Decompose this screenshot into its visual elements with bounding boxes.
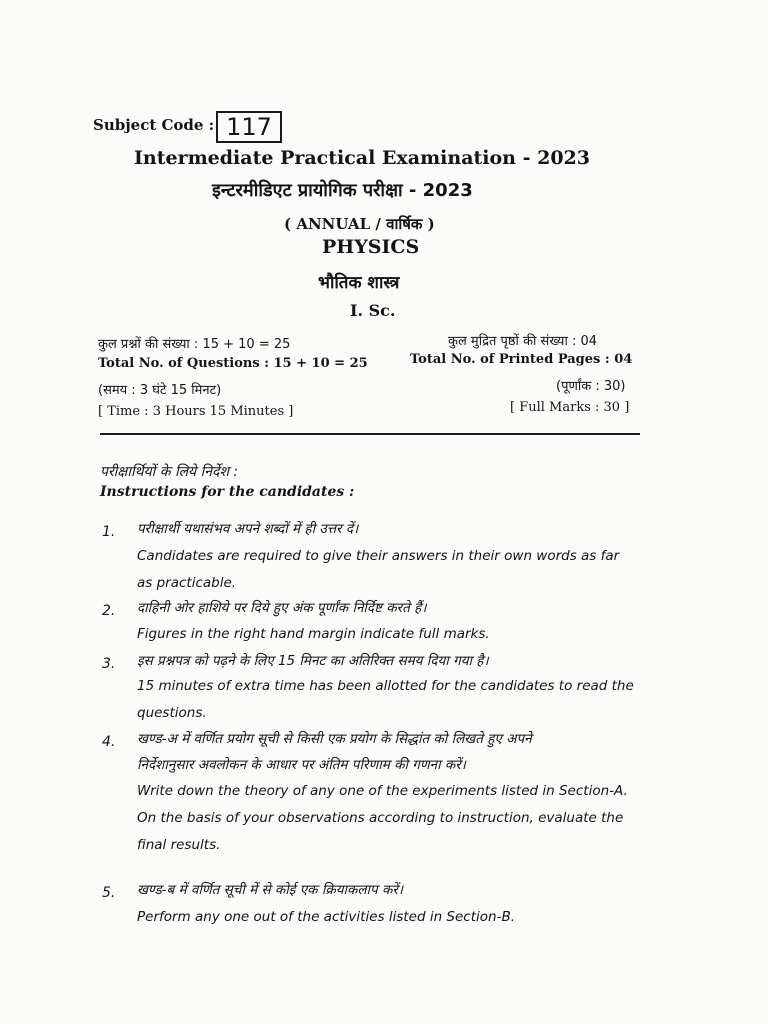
full-marks-hi: (पूर्णांक : 30) bbox=[556, 379, 626, 394]
subject-code-label: Subject Code : bbox=[93, 116, 215, 134]
instruction-number: 4. bbox=[102, 734, 116, 750]
exam-title-en: Intermediate Practical Examination - 2023 bbox=[134, 147, 590, 169]
subject-name-en: PHYSICS bbox=[322, 236, 420, 258]
total-questions-hi: कुल प्रश्नों की संख्या : 15 + 10 = 25 bbox=[98, 337, 291, 352]
instruction-text-en: as practicable. bbox=[137, 575, 237, 591]
instructions-heading-en: Instructions for the candidates : bbox=[100, 484, 355, 500]
subject-name-hi: भौतिक शास्त्र bbox=[318, 273, 400, 293]
instruction-text-hi: इस प्रश्नपत्र को पढ़ने के लिए 15 मिनट का अतिरिक्त समय दिया गया है। bbox=[137, 653, 489, 669]
printed-pages-en: Total No. of Printed Pages : 04 bbox=[410, 352, 633, 367]
divider-line bbox=[100, 433, 640, 435]
instruction-number: 2. bbox=[102, 603, 116, 619]
instruction-text-hi: खण्ड-अ में वर्णित प्रयोग सूची से किसी एक प्रयोग के सिद्धांत को लिखते हुए अपने bbox=[137, 731, 532, 747]
instruction-text-hi: खण्ड-ब में वर्णित सूची में से कोई एक क्रियाकलाप करें। bbox=[137, 882, 404, 898]
full-marks-en: [ Full Marks : 30 ] bbox=[510, 400, 630, 415]
subject-code-box: 117 bbox=[216, 111, 282, 143]
instruction-text-en: On the basis of your observations according to instruction, evaluate the bbox=[137, 810, 624, 826]
instruction-text-hi: दाहिनी ओर हाशिये पर दिये हुए अंक पूर्णांक निर्दिष्ट करते हैं। bbox=[137, 600, 427, 616]
instruction-text-hi: निर्देशानुसार अवलोकन के आधार पर अंतिम परिणाम की गणना करें। bbox=[137, 757, 466, 773]
instruction-text-en: Perform any one out of the activities listed in Section-B. bbox=[137, 909, 515, 925]
exam-title-hi: इन्टरमीडिएट प्रायोगिक परीक्षा - 2023 bbox=[212, 180, 473, 201]
instruction-text-en: questions. bbox=[137, 705, 207, 721]
total-questions-en: Total No. of Questions : 15 + 10 = 25 bbox=[98, 356, 368, 371]
time-en: [ Time : 3 Hours 15 Minutes ] bbox=[98, 404, 294, 419]
instruction-text-hi: परीक्षार्थी यथासंभव अपने शब्दों में ही उत्तर दें। bbox=[137, 521, 359, 537]
instruction-number: 1. bbox=[102, 524, 116, 540]
instruction-text-en: Figures in the right hand margin indicate full marks. bbox=[137, 626, 490, 642]
time-hi: (समय : 3 घंटे 15 मिनट) bbox=[98, 383, 222, 398]
instructions-heading-hi: परीक्षार्थियों के लिये निर्देश : bbox=[100, 464, 239, 480]
instruction-text-en: Candidates are required to give their answers in their own words as far bbox=[137, 548, 620, 564]
instruction-number: 5. bbox=[102, 885, 116, 901]
instruction-number: 3. bbox=[102, 656, 116, 672]
class-name: I. Sc. bbox=[350, 301, 396, 320]
instruction-text-en: Write down the theory of any one of the experiments listed in Section-A. bbox=[137, 783, 628, 799]
exam-session: ( ANNUAL / वार्षिक ) bbox=[284, 215, 435, 233]
printed-pages-hi: कुल मुद्रित पृष्ठों की संख्या : 04 bbox=[448, 334, 598, 349]
instruction-text-en: final results. bbox=[137, 837, 221, 853]
instruction-text-en: 15 minutes of extra time has been allotted for the candidates to read the bbox=[137, 678, 634, 694]
